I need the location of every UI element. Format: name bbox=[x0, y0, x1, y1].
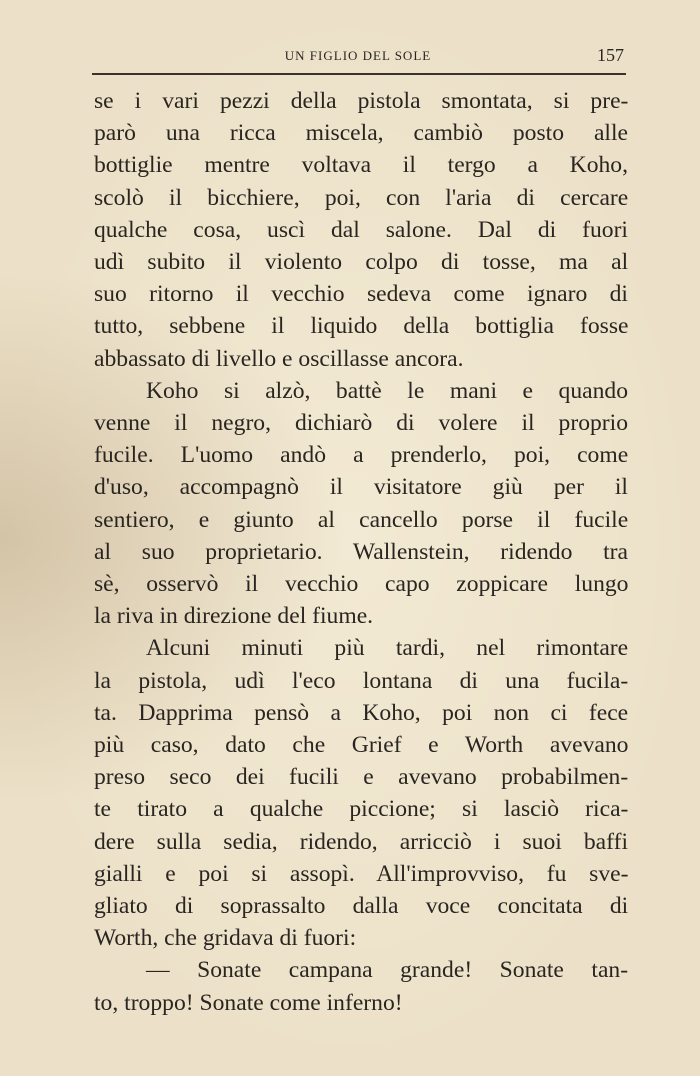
text-line: più caso, dato che Grief e Worth avevano bbox=[94, 732, 629, 759]
running-title: UN FIGLIO DEL SOLE bbox=[284, 48, 432, 63]
text-line: fucile. L'uomo andò a prenderlo, poi, come bbox=[94, 442, 629, 469]
text-line: preso seco dei fucili e avevano probabilmen- bbox=[94, 764, 629, 791]
text-line: tutto, sebbene il liquido della bottiglia fosse bbox=[94, 313, 629, 340]
text-line: te tirato a qualche piccione; si lasciò rica- bbox=[94, 796, 629, 823]
text-line: d'uso, accompagnò il visitatore giù per il bbox=[94, 474, 628, 501]
text-line: la riva in direzione del fiume. bbox=[94, 603, 374, 630]
text-line: sè, osservò il vecchio capo zoppicare lungo bbox=[94, 571, 629, 598]
text-line: abbassato di livello e oscillasse ancora. bbox=[94, 345, 464, 372]
text-line: Koho si alzò, battè le mani e quando bbox=[146, 377, 628, 404]
text-line: al suo proprietario. Wallenstein, ridendo tra bbox=[94, 538, 628, 565]
text-line: Worth, che gridava di fuori: bbox=[94, 925, 357, 952]
text-line: ta. Dapprima pensò a Koho, poi non ci fece bbox=[94, 699, 629, 726]
text-line: la pistola, udì l'eco lontana di una fucila- bbox=[94, 667, 629, 694]
text-line: sentiero, e giunto al cancello porse il fucile bbox=[94, 506, 629, 533]
text-line: udì subito il violento colpo di tosse, ma al bbox=[94, 249, 629, 276]
page-header bbox=[92, 45, 626, 70]
text-line: — Sonate campana grande! Sonate tan- bbox=[146, 957, 629, 984]
text-line: Alcuni minuti più tardi, nel rimontare bbox=[146, 635, 629, 662]
text-line: bottiglie mentre voltava il tergo a Koho, bbox=[94, 152, 628, 179]
page-number: 157 bbox=[597, 45, 624, 65]
text-line: gliato di soprassalto dalla voce concitata di bbox=[94, 893, 629, 920]
text-line: venne il negro, dichiarò di volere il proprio bbox=[94, 410, 628, 437]
header-rule bbox=[92, 73, 626, 75]
text-line: scolò il bicchiere, poi, con l'aria di cercare bbox=[94, 184, 629, 211]
text-line: parò una ricca miscela, cambiò posto alle bbox=[94, 120, 628, 147]
text-line: se i vari pezzi della pistola smontata, si pre- bbox=[94, 88, 629, 114]
body-text bbox=[94, 85, 628, 1019]
text-line: qualche cosa, uscì dal salone. Dal di fuori bbox=[94, 216, 628, 243]
text-line: to, troppo! Sonate come inferno! bbox=[94, 989, 403, 1016]
text-line: gialli e poi si assopì. All'improvviso, fu sve- bbox=[94, 860, 629, 887]
text-line: dere sulla sedia, ridendo, arricciò i suoi baffi bbox=[94, 828, 628, 855]
text-line: suo ritorno il vecchio sedeva come ignaro di bbox=[94, 281, 628, 308]
